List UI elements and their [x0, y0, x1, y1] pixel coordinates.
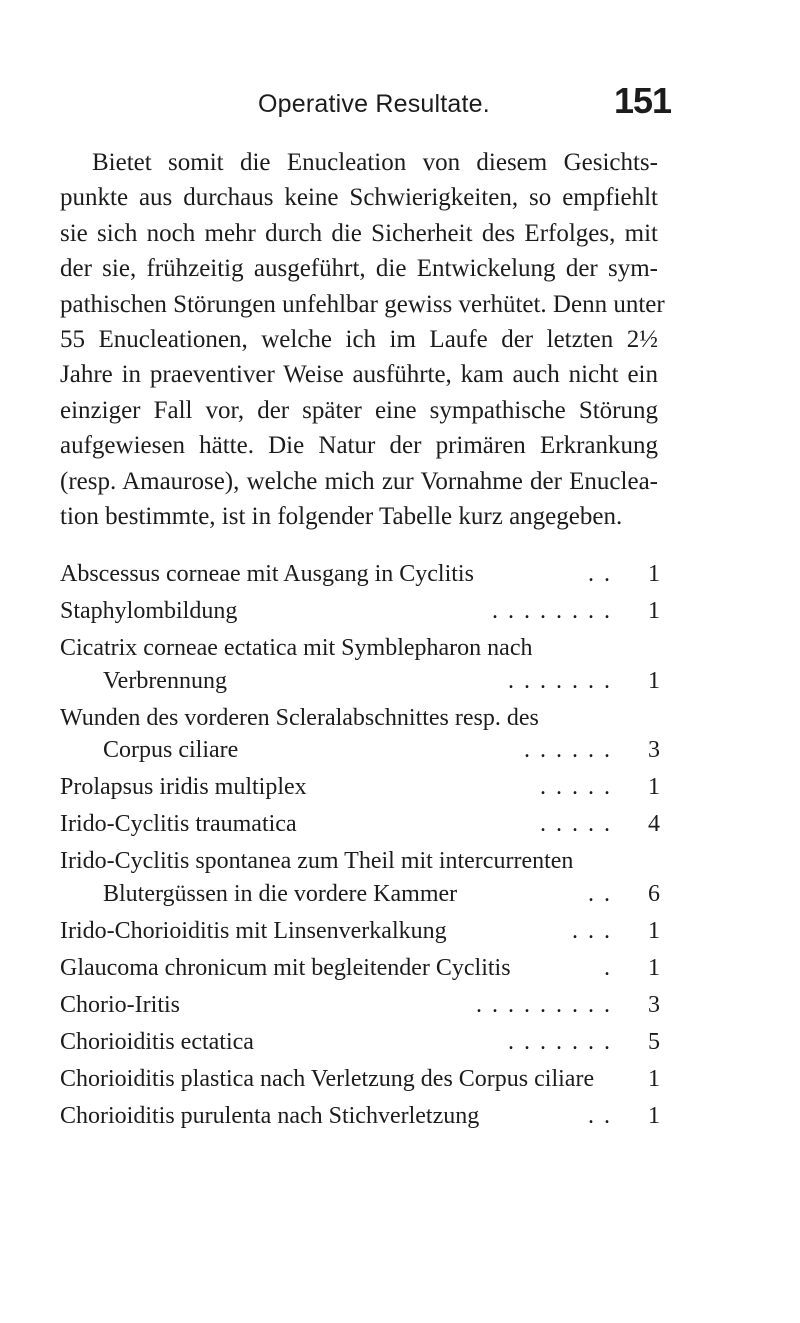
page-header: [60, 80, 672, 121]
table-row: [60, 1026, 660, 1059]
leader-dots: . . . . . . .: [508, 667, 612, 694]
row-label: [60, 1063, 630, 1096]
leader-dots: . . . . . . . . .: [476, 991, 612, 1018]
row-label: [60, 595, 630, 628]
row-label: [60, 915, 630, 948]
table-row: [60, 595, 660, 628]
diagnosis-table: [60, 558, 660, 1137]
diagnosis-text: Chorioiditis purulenta nach Stichverletzung: [60, 1102, 480, 1129]
table-row: [60, 632, 660, 697]
leader-dots: . . . . . .: [524, 737, 612, 763]
case-count: 4: [648, 811, 660, 837]
case-count: 3: [648, 737, 660, 763]
table-row: [60, 952, 660, 985]
table-row: [60, 915, 660, 948]
leader-dots: . . . . . . . .: [492, 598, 612, 624]
row-label: [60, 952, 630, 985]
diagnosis-text: Chorio-Iritis: [60, 991, 180, 1018]
table-row: [60, 771, 660, 804]
table-row: [60, 1063, 660, 1096]
case-count: 1: [648, 954, 660, 981]
leader-dots: . . . . .: [540, 774, 612, 800]
paragraph-line: Bietet somit die Enucleation von diesem Gesichts-: [92, 149, 658, 176]
paragraph-line: Jahre in praeventiver Weise ausführte, kam auch nicht ein: [60, 361, 658, 389]
leader-dots: .: [604, 954, 612, 981]
diagnosis-text: Chorioiditis ectatica: [60, 1028, 254, 1055]
table-row: [60, 702, 660, 767]
leader-dots: . .: [588, 561, 612, 587]
table-row: [60, 558, 660, 591]
running-head: Operative Resultate.: [258, 90, 490, 118]
case-count: 6: [648, 880, 660, 907]
diagnosis-text: Prolapsus iridis multiplex: [60, 774, 307, 800]
row-label: [60, 558, 630, 591]
case-count: 1: [648, 598, 660, 624]
table-row: [60, 1100, 660, 1133]
diagnosis-text: Staphylombildung: [60, 598, 238, 624]
diagnosis-text: Cicatrix corneae ectatica mit Symblepharon nach: [60, 635, 533, 661]
table-row: [60, 989, 660, 1022]
case-count: 1: [648, 917, 660, 944]
case-count: 1: [648, 561, 660, 587]
table-row: [60, 808, 660, 841]
diagnosis-text: Glaucoma chronicum mit begleitender Cyclitis: [60, 954, 511, 981]
paragraph-line: aufgewiesen hätte. Die Natur der primären Erkrankung: [60, 432, 658, 460]
leader-dots: . .: [588, 1102, 612, 1129]
diagnosis-text: Abscessus corneae mit Ausgang in Cyclitis: [60, 561, 474, 587]
row-label: [60, 845, 630, 910]
case-count: 1: [648, 667, 660, 694]
row-label: [60, 771, 630, 804]
diagnosis-text-continued: Verbrennung: [103, 667, 227, 694]
paragraph-line: (resp. Amaurose), welche mich zur Vornahme der Enuclea-: [60, 467, 658, 495]
diagnosis-text: Irido-Cyclitis traumatica: [60, 811, 297, 837]
paragraph-line: 55 Enucleationen, welche ich im Laufe der letzten 2½: [60, 326, 658, 354]
leader-dots: . . . . .: [540, 811, 612, 837]
row-label: [60, 1100, 630, 1133]
case-count: 1: [648, 1102, 660, 1129]
row-label: [60, 808, 630, 841]
case-count: 5: [648, 1028, 660, 1055]
paragraph-line: pathischen Störungen unfehlbar gewiss verhütet. Denn unter: [60, 290, 665, 318]
diagnosis-text: Wunden des vorderen Scleralabschnittes resp. des: [60, 704, 539, 731]
paragraph-line: punkte aus durchaus keine Schwierigkeiten, so empfiehlt: [60, 184, 658, 212]
diagnosis-text-continued: Blutergüssen in die vordere Kammer: [103, 880, 458, 907]
page-number: 151: [614, 80, 672, 121]
paragraph-line: sie sich noch mehr durch die Sicherheit des Erfolges, mit: [60, 219, 658, 247]
paragraph-line: der sie, frühzeitig ausgeführt, die Entwickelung der sym-: [60, 255, 658, 283]
leader-dots: . . .: [572, 917, 612, 944]
leader-dots: . .: [588, 880, 612, 907]
diagnosis-text-continued: Corpus ciliare: [103, 737, 239, 763]
body-paragraph: [60, 145, 665, 534]
diagnosis-text: Chorioiditis plastica nach Verletzung des Corpus ciliare: [60, 1065, 595, 1092]
diagnosis-text: Irido-Chorioiditis mit Linsenverkalkung: [60, 917, 447, 944]
case-count: 1: [648, 774, 660, 800]
case-count: 3: [648, 991, 660, 1018]
paragraph-line: tion bestimmte, ist in folgender Tabelle kurz angegeben.: [60, 503, 623, 531]
leader-dots: [594, 1063, 630, 1096]
diagnosis-text: Irido-Cyclitis spontanea zum Theil mit intercurrenten: [60, 848, 574, 874]
row-label: [60, 702, 630, 767]
row-label: [60, 632, 630, 697]
row-label: [60, 1026, 630, 1059]
table-row: [60, 845, 660, 910]
row-label: [60, 989, 630, 1022]
leader-dots: . . . . . . .: [508, 1028, 612, 1055]
case-count: 1: [648, 1065, 660, 1092]
paragraph-line: einziger Fall vor, der später eine sympathische Störung: [60, 396, 658, 424]
